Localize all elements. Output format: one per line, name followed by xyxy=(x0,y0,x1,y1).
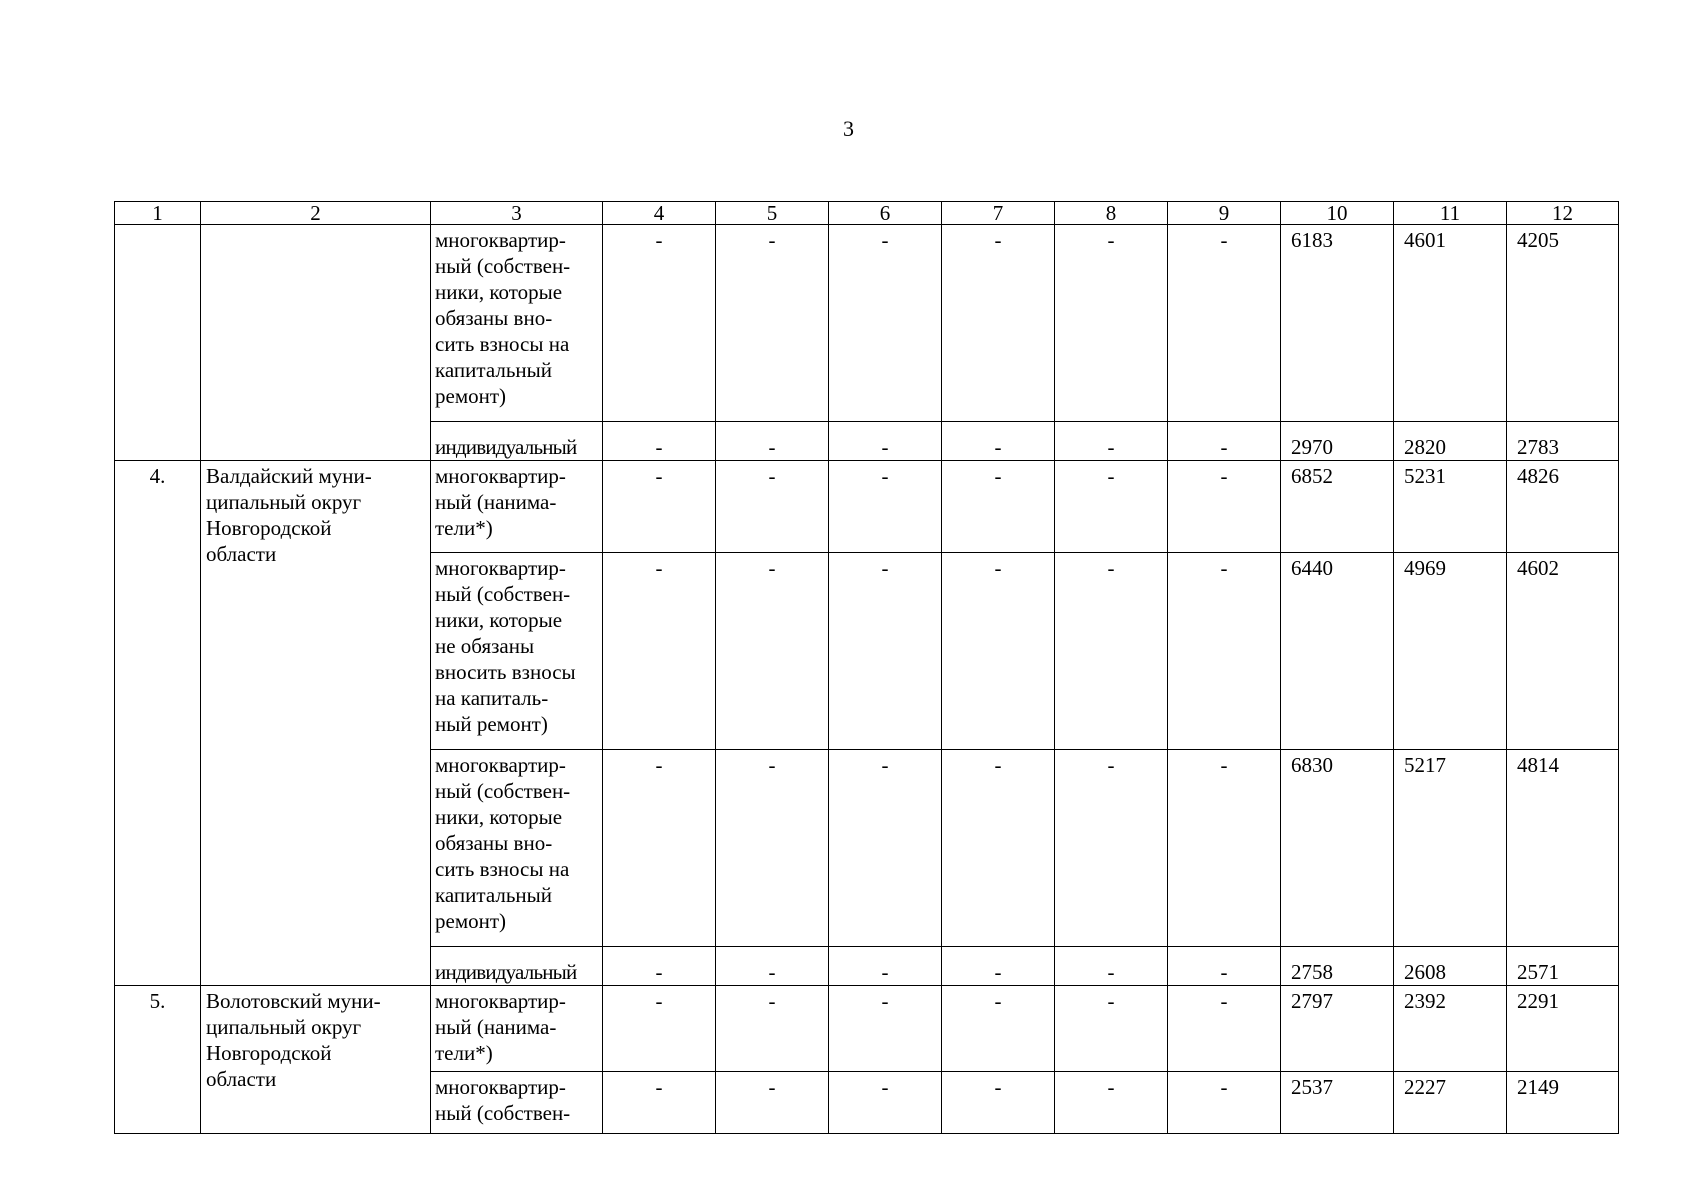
header-cell: 10 xyxy=(1281,202,1394,225)
row-number-cell xyxy=(115,986,201,1134)
empty-value-cell xyxy=(1168,422,1281,461)
empty-value-cell xyxy=(603,422,716,461)
municipality-cell xyxy=(201,225,431,461)
empty-value-cell xyxy=(942,553,1055,750)
dash-value: - xyxy=(768,1075,776,1099)
header-cell: 8 xyxy=(1055,202,1168,225)
numeric-value: 2227 xyxy=(1404,1075,1446,1099)
dash-value: - xyxy=(655,1075,663,1099)
dash-value: - xyxy=(994,753,1002,777)
header-cell: 9 xyxy=(1168,202,1281,225)
value-cell-10 xyxy=(1281,947,1394,986)
housing-type: многоквартир- ный (собствен- ники, которые не обязаны вносить взносы на капиталь- ный ремонт) xyxy=(435,556,576,736)
empty-value-cell xyxy=(716,461,829,553)
dash-value: - xyxy=(1107,435,1115,459)
value-cell-10 xyxy=(1281,986,1394,1072)
dash-value: - xyxy=(994,228,1002,252)
housing-type-cell xyxy=(431,1072,603,1134)
dash-value: - xyxy=(655,960,663,984)
dash-value: - xyxy=(768,989,776,1013)
numeric-value: 2291 xyxy=(1517,989,1559,1013)
table-row xyxy=(115,461,1619,553)
value-cell-12 xyxy=(1507,225,1619,422)
row-number: 4. xyxy=(149,464,166,488)
row-number-cell xyxy=(115,225,201,461)
dash-value: - xyxy=(768,556,776,580)
dash-value: - xyxy=(994,960,1002,984)
header-cell: 5 xyxy=(716,202,829,225)
value-cell-11 xyxy=(1394,422,1507,461)
row-number-cell xyxy=(115,461,201,986)
empty-value-cell xyxy=(716,986,829,1072)
empty-value-cell xyxy=(829,947,942,986)
header-cell: 2 xyxy=(201,202,431,225)
dash-value: - xyxy=(1107,989,1115,1013)
empty-value-cell xyxy=(1168,986,1281,1072)
value-cell-11 xyxy=(1394,461,1507,553)
numeric-value: 4969 xyxy=(1404,556,1446,580)
dash-value: - xyxy=(1220,989,1228,1013)
value-cell-10 xyxy=(1281,225,1394,422)
header-cell: 11 xyxy=(1394,202,1507,225)
numeric-value: 2392 xyxy=(1404,989,1446,1013)
dash-value: - xyxy=(655,435,663,459)
empty-value-cell xyxy=(716,553,829,750)
dash-value: - xyxy=(768,435,776,459)
dash-value: - xyxy=(881,556,889,580)
housing-type: многоквартир- ный (собствен- xyxy=(435,1075,571,1125)
empty-value-cell xyxy=(942,947,1055,986)
dash-value: - xyxy=(768,753,776,777)
dash-value: - xyxy=(994,989,1002,1013)
dash-value: - xyxy=(1107,753,1115,777)
header-cell: 1 xyxy=(115,202,201,225)
empty-value-cell xyxy=(1168,750,1281,947)
dash-value: - xyxy=(994,1075,1002,1099)
housing-type: индивидуальный xyxy=(435,960,577,984)
municipality-name xyxy=(201,225,430,227)
empty-value-cell xyxy=(716,750,829,947)
dash-value: - xyxy=(1220,435,1228,459)
housing-type-cell xyxy=(431,947,603,986)
header-cell: 12 xyxy=(1507,202,1619,225)
numeric-value: 4814 xyxy=(1517,753,1559,777)
empty-value-cell xyxy=(1168,553,1281,750)
dash-value: - xyxy=(1107,1075,1115,1099)
dash-value: - xyxy=(1107,556,1115,580)
housing-type: многоквартир- ный (собствен- ники, которые обязаны вно- сить взносы на капитальный ремонт) xyxy=(435,228,571,408)
empty-value-cell xyxy=(1055,750,1168,947)
dash-value: - xyxy=(881,1075,889,1099)
empty-value-cell xyxy=(1055,947,1168,986)
empty-value-cell xyxy=(829,422,942,461)
value-cell-12 xyxy=(1507,1072,1619,1134)
numeric-value: 6852 xyxy=(1291,464,1333,488)
numeric-value: 2608 xyxy=(1404,960,1446,984)
numeric-value: 2537 xyxy=(1291,1075,1333,1099)
value-cell-12 xyxy=(1507,947,1619,986)
dash-value: - xyxy=(1220,753,1228,777)
numeric-value: 4601 xyxy=(1404,228,1446,252)
empty-value-cell xyxy=(829,986,942,1072)
empty-value-cell xyxy=(716,422,829,461)
page-number: 3 xyxy=(843,116,854,141)
municipality-cell xyxy=(201,986,431,1134)
numeric-value: 2783 xyxy=(1517,435,1559,459)
value-cell-11 xyxy=(1394,947,1507,986)
empty-value-cell xyxy=(942,750,1055,947)
empty-value-cell xyxy=(1055,553,1168,750)
housing-type-cell xyxy=(431,986,603,1072)
value-cell-10 xyxy=(1281,461,1394,553)
numeric-value: 4826 xyxy=(1517,464,1559,488)
empty-value-cell xyxy=(603,1072,716,1134)
empty-value-cell xyxy=(716,1072,829,1134)
municipality-name: Волотовский муни- ципальный округ Новгородской области xyxy=(206,989,381,1091)
municipality-cell xyxy=(201,461,431,986)
dash-value: - xyxy=(881,989,889,1013)
empty-value-cell xyxy=(603,225,716,422)
value-cell-10 xyxy=(1281,750,1394,947)
table-body xyxy=(115,225,1619,1134)
table-row xyxy=(115,986,1619,1072)
empty-value-cell xyxy=(603,750,716,947)
empty-value-cell xyxy=(1055,422,1168,461)
value-cell-12 xyxy=(1507,986,1619,1072)
dash-value: - xyxy=(1107,960,1115,984)
numeric-value: 5217 xyxy=(1404,753,1446,777)
dash-value: - xyxy=(655,556,663,580)
dash-value: - xyxy=(1220,960,1228,984)
housing-type: многоквартир- ный (нанима- тели*) xyxy=(435,464,566,540)
header-cell: 4 xyxy=(603,202,716,225)
empty-value-cell xyxy=(829,225,942,422)
dash-value: - xyxy=(881,753,889,777)
dash-value: - xyxy=(768,228,776,252)
dash-value: - xyxy=(1220,556,1228,580)
empty-value-cell xyxy=(942,461,1055,553)
numeric-value: 2571 xyxy=(1517,960,1559,984)
dash-value: - xyxy=(1107,228,1115,252)
value-cell-11 xyxy=(1394,553,1507,750)
value-cell-10 xyxy=(1281,1072,1394,1134)
empty-value-cell xyxy=(603,553,716,750)
dash-value: - xyxy=(994,556,1002,580)
housing-type: многоквартир- ный (собствен- ники, которые обязаны вно- сить взносы на капитальный ремонт) xyxy=(435,753,571,933)
housing-type-cell xyxy=(431,225,603,422)
header-cell: 7 xyxy=(942,202,1055,225)
empty-value-cell xyxy=(942,1072,1055,1134)
value-cell-11 xyxy=(1394,1072,1507,1134)
empty-value-cell xyxy=(942,225,1055,422)
empty-value-cell xyxy=(829,553,942,750)
empty-value-cell xyxy=(603,947,716,986)
empty-value-cell xyxy=(1168,225,1281,422)
dash-value: - xyxy=(768,464,776,488)
numeric-value: 2970 xyxy=(1291,435,1333,459)
empty-value-cell xyxy=(829,750,942,947)
dash-value: - xyxy=(1220,228,1228,252)
value-cell-12 xyxy=(1507,553,1619,750)
empty-value-cell xyxy=(1168,1072,1281,1134)
empty-value-cell xyxy=(1055,986,1168,1072)
table-row xyxy=(115,225,1619,422)
empty-value-cell xyxy=(829,1072,942,1134)
numeric-value: 6183 xyxy=(1291,228,1333,252)
empty-value-cell xyxy=(942,986,1055,1072)
empty-value-cell xyxy=(1055,1072,1168,1134)
dash-value: - xyxy=(655,228,663,252)
housing-type: многоквартир- ный (нанима- тели*) xyxy=(435,989,566,1065)
row-number: 5. xyxy=(149,989,166,1013)
value-cell-12 xyxy=(1507,461,1619,553)
value-cell-12 xyxy=(1507,750,1619,947)
numeric-value: 6830 xyxy=(1291,753,1333,777)
numeric-value: 2820 xyxy=(1404,435,1446,459)
empty-value-cell xyxy=(829,461,942,553)
housing-type-cell xyxy=(431,422,603,461)
numeric-value: 5231 xyxy=(1404,464,1446,488)
dash-value: - xyxy=(881,435,889,459)
dash-value: - xyxy=(655,989,663,1013)
dash-value: - xyxy=(881,960,889,984)
dash-value: - xyxy=(994,435,1002,459)
housing-type-cell xyxy=(431,553,603,750)
empty-value-cell xyxy=(1055,225,1168,422)
empty-value-cell xyxy=(942,422,1055,461)
dash-value: - xyxy=(655,753,663,777)
dash-value: - xyxy=(1220,1075,1228,1099)
value-cell-11 xyxy=(1394,750,1507,947)
numeric-value: 4602 xyxy=(1517,556,1559,580)
value-cell-11 xyxy=(1394,986,1507,1072)
dash-value: - xyxy=(1107,464,1115,488)
numeric-value: 4205 xyxy=(1517,228,1559,252)
numeric-value: 2758 xyxy=(1291,960,1333,984)
header-cell: 3 xyxy=(431,202,603,225)
numeric-value: 2149 xyxy=(1517,1075,1559,1099)
housing-type: индивидуальный xyxy=(435,435,577,459)
empty-value-cell xyxy=(716,947,829,986)
value-cell-11 xyxy=(1394,225,1507,422)
dash-value: - xyxy=(768,960,776,984)
empty-value-cell xyxy=(603,461,716,553)
numeric-value: 6440 xyxy=(1291,556,1333,580)
table-header-row xyxy=(115,202,1619,225)
header-cell: 6 xyxy=(829,202,942,225)
empty-value-cell xyxy=(603,986,716,1072)
empty-value-cell xyxy=(716,225,829,422)
value-cell-12 xyxy=(1507,422,1619,461)
dash-value: - xyxy=(994,464,1002,488)
empty-value-cell xyxy=(1055,461,1168,553)
dash-value: - xyxy=(881,228,889,252)
dash-value: - xyxy=(881,464,889,488)
housing-type-cell xyxy=(431,461,603,553)
tariff-table xyxy=(114,201,1619,1134)
value-cell-10 xyxy=(1281,553,1394,750)
empty-value-cell xyxy=(1168,461,1281,553)
value-cell-10 xyxy=(1281,422,1394,461)
row-number xyxy=(115,225,200,227)
dash-value: - xyxy=(655,464,663,488)
municipality-name: Валдайский муни- ципальный округ Новгородской области xyxy=(206,464,372,566)
numeric-value: 2797 xyxy=(1291,989,1333,1013)
empty-value-cell xyxy=(1168,947,1281,986)
housing-type-cell xyxy=(431,750,603,947)
dash-value: - xyxy=(1220,464,1228,488)
